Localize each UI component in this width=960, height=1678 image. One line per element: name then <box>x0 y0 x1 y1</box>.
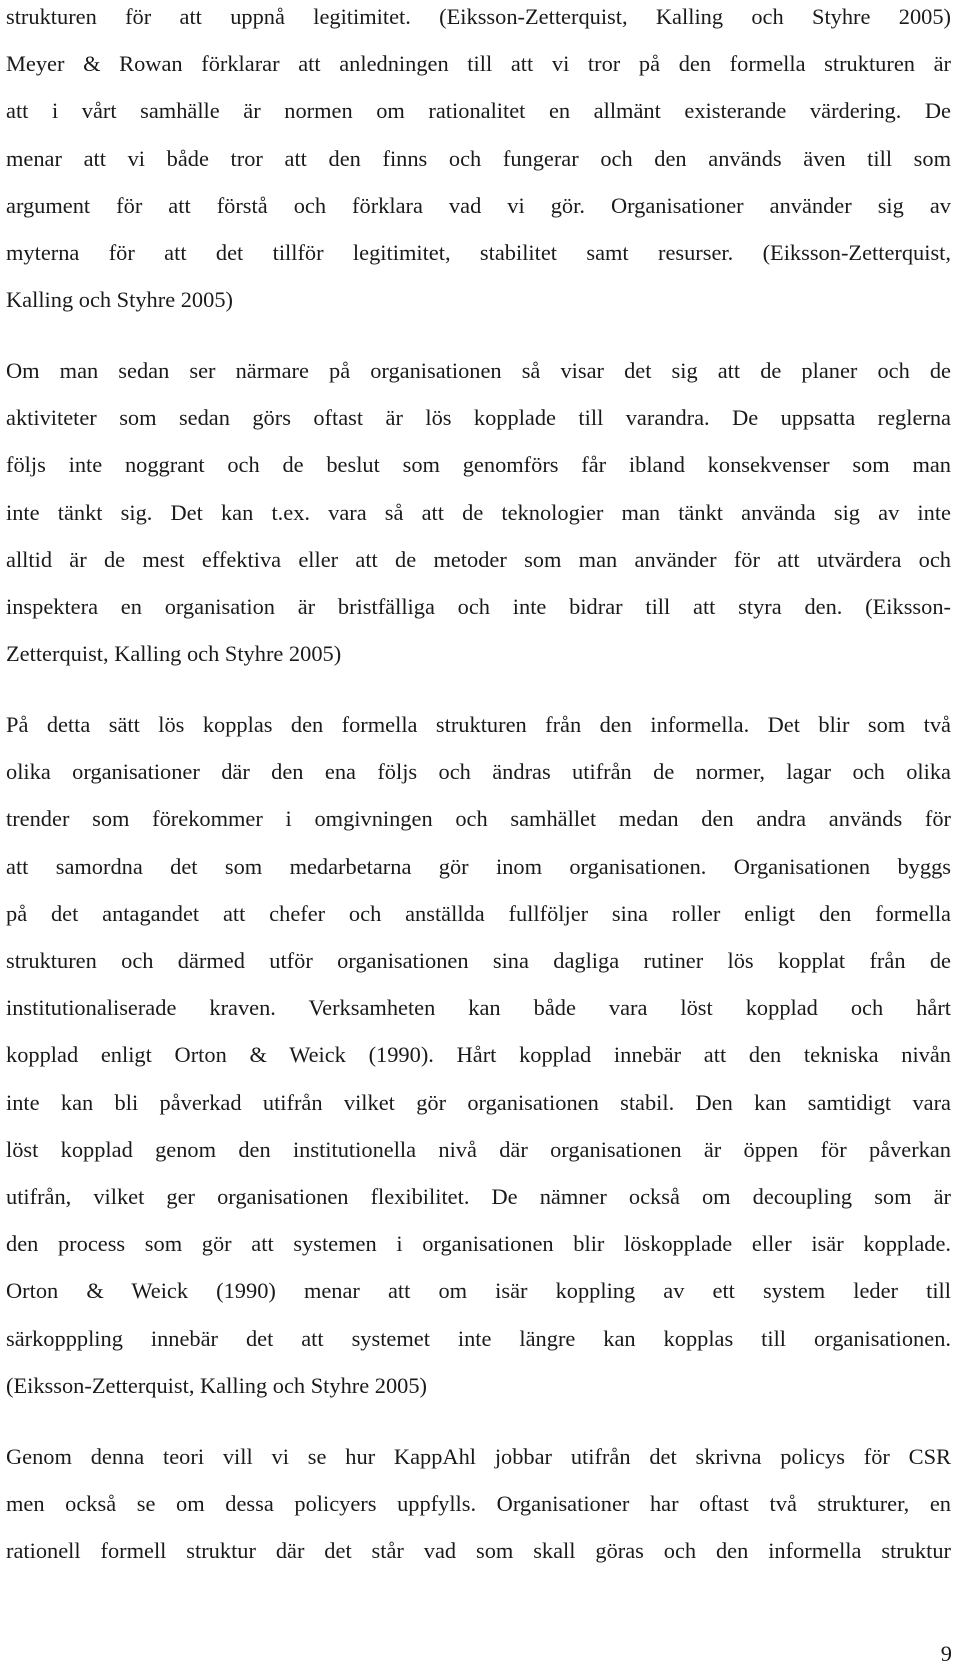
paragraph-3 <box>6 701 951 1409</box>
paragraph-2 <box>6 347 951 677</box>
text-line: trender som förekommer i omgivningen och samhället medan den andra används för <box>6 806 951 832</box>
text-line: att samordna det som medarbetarna gör inom organisationen. Organisationen byggs <box>6 853 951 879</box>
text-line: Genom denna teori vill vi se hur KappAhl jobbar utifrån det skrivna policys för CSR <box>6 1443 951 1469</box>
text-line: inte kan bli påverkad utifrån vilket gör organisationen stabil. Den kan samtidigt vara <box>6 1089 951 1115</box>
text-line: löst kopplad genom den institutionella nivå där organisationen är öppen för påverkan <box>6 1136 951 1162</box>
text-line: menar att vi både tror att den finns och fungerar och den används även till som <box>6 145 951 171</box>
page-number: 9 <box>940 1641 952 1666</box>
text-line: institutionaliserade kraven. Verksamheten kan både vara löst kopplad och hårt <box>6 995 951 1021</box>
text-line: men också se om dessa policyers uppfylls. Organisationer har oftast två strukturer, en <box>6 1490 951 1516</box>
text-line: På detta sätt lös kopplas den formella strukturen från den informella. Det blir som två <box>6 712 951 738</box>
text-line: rationell formell struktur där det står vad som skall göras och den informella struktur <box>6 1538 951 1564</box>
text-line: utifrån, vilket ger organisationen flexibilitet. De nämner också om decoupling som är <box>6 1184 951 1210</box>
text-line: följs inte noggrant och de beslut som genomförs får ibland konsekvenser som man <box>6 452 951 478</box>
paragraph-4 <box>6 1433 951 1575</box>
text-line: särkopppling innebär det att systemet inte längre kan kopplas till organisationen. <box>6 1325 951 1351</box>
text-line: aktiviteter som sedan görs oftast är lös kopplade till varandra. De uppsatta reglerna <box>6 405 951 431</box>
text-line: (Eiksson-Zetterquist, Kalling och Styhre 2005) <box>6 1372 427 1398</box>
text-line: att i vårt samhälle är normen om rationalitet en allmänt existerande värdering. De <box>6 98 951 124</box>
text-line: på det antagandet att chefer och anställda fullföljer sina roller enligt den formella <box>6 900 951 926</box>
paragraph-1 <box>6 0 951 323</box>
text-line: den process som gör att systemen i organisationen blir löskopplade eller isär kopplade. <box>6 1231 951 1257</box>
text-line: argument för att förstå och förklara vad vi gör. Organisationer använder sig av <box>6 192 951 218</box>
text-line: inte tänkt sig. Det kan t.ex. vara så att de teknologier man tänkt använda sig av inte <box>6 499 951 525</box>
text-line: kopplad enligt Orton & Weick (1990). Hårt kopplad innebär att den tekniska nivån <box>6 1042 951 1068</box>
document-page <box>6 0 951 1574</box>
text-line: Kalling och Styhre 2005) <box>6 287 233 313</box>
text-line: alltid är de mest effektiva eller att de metoder som man använder för att utvärdera och <box>6 546 951 572</box>
text-line: inspektera en organisation är bristfälliga och inte bidrar till att styra den. (Eiksson- <box>6 594 951 620</box>
text-line: Orton & Weick (1990) menar att om isär koppling av ett system leder till <box>6 1278 951 1304</box>
text-line: Om man sedan ser närmare på organisationen så visar det sig att de planer och de <box>6 358 951 384</box>
text-line: strukturen för att uppnå legitimitet. (Eiksson-Zetterquist, Kalling och Styhre 2005) <box>6 4 951 29</box>
text-line: Meyer & Rowan förklarar att anledningen till att vi tror på den formella strukturen är <box>6 51 951 77</box>
text-line: strukturen och därmed utför organisationen sina dagliga rutiner lös kopplat från de <box>6 948 951 974</box>
text-line: Zetterquist, Kalling och Styhre 2005) <box>6 641 342 667</box>
text-line: myterna för att det tillför legitimitet, stabilitet samt resurser. (Eiksson-Zetterquist, <box>6 240 951 266</box>
text-line: olika organisationer där den ena följs och ändras utifrån de normer, lagar och olika <box>6 759 951 785</box>
